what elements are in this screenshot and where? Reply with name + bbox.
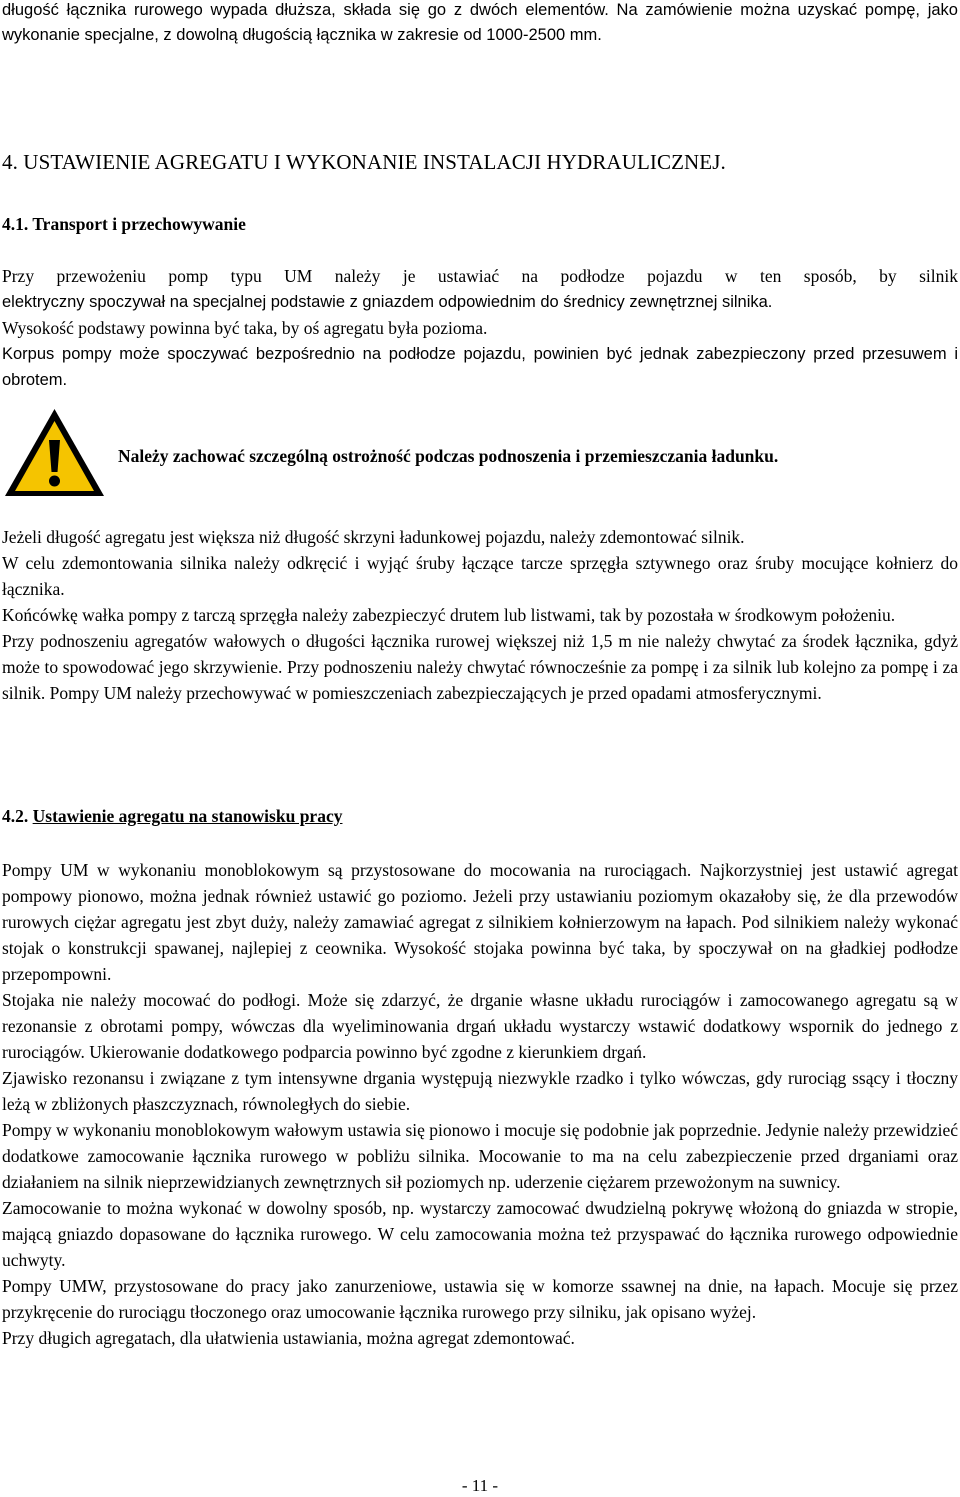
section-4-1-title: Transport i przechowywanie xyxy=(32,214,246,234)
intro-paragraph: długość łącznika rurowego wypada dłuższa, składa się go z dwóch elementów. Na zamówienie można uzyskać pompę, jako wykonanie specjalne, z dowolną długością łącznika w zakresie od 1000-2500 mm. xyxy=(2,1,958,44)
paragraph: Przy długich agregatach, dla ułatwienia ustawiania, można agregat zdemontować. xyxy=(2,1328,575,1348)
paragraph: Końcówkę wałka pompy z tarczą sprzęgła należy zabezpieczyć drutem lub listwami, tak by pozostała w środkowym położeniu. xyxy=(2,605,896,625)
paragraph: elektryczny spoczywał na specjalnej podstawie z gniazdem odpowiednim do średnicy zewnętrznej silnika. xyxy=(2,293,773,311)
section-4-2-title: Ustawienie agregatu na stanowisku pracy xyxy=(32,806,343,826)
paragraph: Korpus pompy może spoczywać bezpośrednio na podłodze pojazdu, powinien być jednak zabezpieczony przed przesuwem i obrotem. xyxy=(2,345,958,389)
paragraph: Wysokość podstawy powinna być taka, by oś agregatu była pozioma. xyxy=(2,318,488,338)
section-4-2-number: 4.2. xyxy=(2,806,29,826)
page-number: - 11 - xyxy=(461,1476,499,1495)
paragraph: Przy przewożeniu pomp typu UM należy je ustawiać na podłodze pojazdu w ten sposób, by silnik xyxy=(2,266,958,286)
paragraph: Jeżeli długość agregatu jest większa niż długość skrzyni ładunkowej pojazdu, należy zdemontować silnik. xyxy=(2,527,745,547)
warning-text: Należy zachować szczególną ostrożność podczas podnoszenia i przemieszczania ładunku. xyxy=(118,446,779,466)
paragraph: Stojaka nie należy mocować do podłogi. Może się zdarzyć, że drganie własne układu rurociągów i zamocowanego agregatu są w rezonansie z obrotami pompy, wówczas dla wyeliminowania drgań układu wystarczy wstawić dodatkowy wspornik do jednego z rurociągów. Ukierowanie dodatkowego podparcia powinno być zgodne z kierunkiem drgań. xyxy=(2,990,958,1062)
paragraph: Przy podnoszeniu agregatów wałowych o długości łącznika rurowej większej niż 1,5 m nie należy chwytać za środek łącznika, gdyż może to spowodować jego skrzywienie. Przy podnoszeniu należy chwytać równocześnie za pompę i za silnik lub kolejno za pompę i za silnik. Pompy UM należy przechowywać w pomieszczeniach zabezpieczających je przed opadami atmosferycznymi. xyxy=(2,631,958,703)
paragraph: Pompy UMW, przystosowane do pracy jako zanurzeniowe, ustawia się w komorze ssawnej na dnie, na łapach. Mocuje się przez przykręcenie do rurociągu tłoczonego oraz umocowanie łącznika rurowego przy silniku, jak opisano wyżej. xyxy=(2,1276,958,1322)
section-4-1-heading xyxy=(2,214,958,235)
section-4-2-body xyxy=(2,857,958,1351)
section-4-1-body xyxy=(2,263,958,393)
paragraph: W celu zdemontowania silnika należy odkręcić i wyjąć śruby łączące tarcze sprzęgła sztywnego oraz śruby mocujące kołnierz do łącznika. xyxy=(2,553,958,599)
section-4-2-heading xyxy=(2,806,958,827)
section-4-1-body-continued xyxy=(2,524,958,706)
warning-callout xyxy=(0,404,960,504)
paragraph: Pompy w wykonaniu monoblokowym wałowym ustawia się pionowo i mocuje się podobnie jak poprzednie. Jedynie należy przewidzieć dodatkowe zamocowanie łącznika rurowego w pobliżu silnika. Mocowanie to ma na celu zabezpieczenie przed drganiami oraz działaniem na silnik nieprzewidzianych zewnętrznych sił poziomych np. uderzenie ciężarem przewożonym na suwnicy. xyxy=(2,1120,958,1192)
section-4-heading: 4. USTAWIENIE AGREGATU I WYKONANIE INSTALACJI HYDRAULICZNEJ. xyxy=(2,150,726,174)
section-4-1-number: 4.1. xyxy=(2,214,29,234)
paragraph: Pompy UM w wykonaniu monoblokowym są przystosowane do mocowania na rurociągach. Najkorzystniej jest ustawić agregat pompowy pionowo, można jednak również ustawić go poziomo. Jeżeli przy ustawianiu poziomym okazałoby się, że dla przewodów rurowych ciężar agregatu jest zbyt duży, należy zamawiać agregat z silnikiem kołnierzowym na łapach. Pod silnikiem należy wykonać stojak o konstrukcji spawanej, najlepiej z ceownika. Wysokość stojaka powinna być taka, by spoczywał on na gładkiej podłodze przepompowni. xyxy=(2,860,958,984)
paragraph: Zjawisko rezonansu i związane z tym intensywne drgania występują niezwykle rzadko i tylko wówczas, gdy rurociąg ssący i tłoczny leżą w zbliżonych płaszczyznach, równoległych do siebie. xyxy=(2,1068,958,1114)
warning-triangle-icon xyxy=(2,406,107,500)
paragraph: Zamocowanie to można wykonać w dowolny sposób, np. wystarczy zamocować dwudzielną pokrywę włożoną do gniazda w stropie, mającą gniazdo dopasowane do łącznika rurowego. W celu zamocowania można też przyspawać do łącznika rurowego odpowiednie uchwyty. xyxy=(2,1198,958,1270)
